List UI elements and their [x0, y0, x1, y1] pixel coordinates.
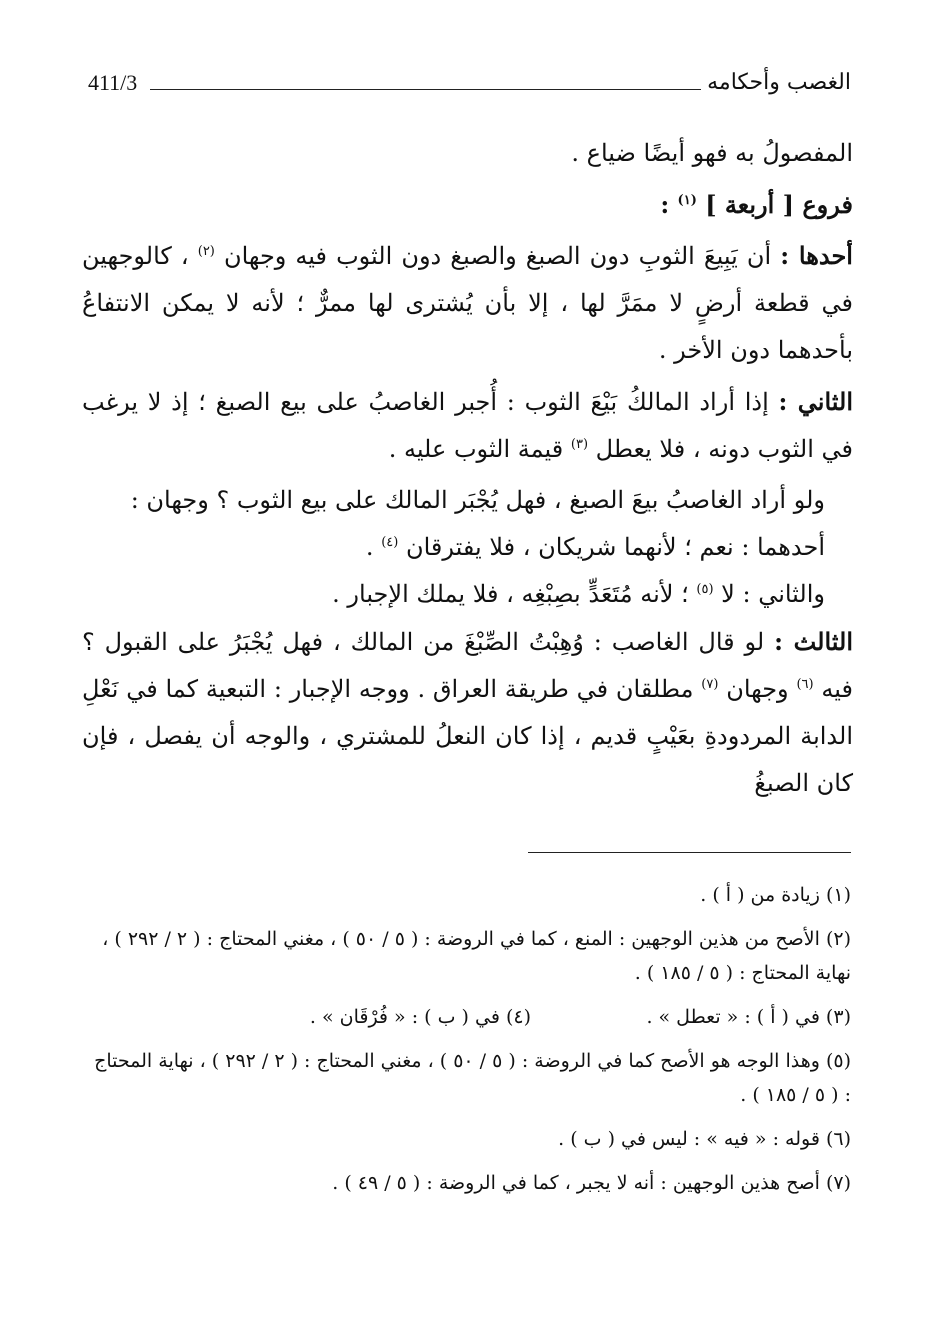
second-text-a: إذا أراد المالكُ بَيْعَ الثوب : أُجبر الغاصبُ على بيع الصبغ ؛ إذ لا يرغب في الثوب دونه ، فلا يعطل	[82, 388, 853, 463]
footnote-1: (١) زيادة من ( أ ) .	[700, 884, 851, 906]
third-lead: الثالث :	[774, 627, 853, 656]
footnote-5: (٥) وهذا الوجه هو الأصح كما في الروضة : ( ٥ / ٥٠ ) ، مغني المحتاج : ( ٢ / ٢٩٢ ) ، نهاية المحتاج : ( ٥ / ١٨٥ ) .	[94, 1050, 851, 1106]
footnote-ref-3: (٣)	[570, 437, 589, 452]
footnote-ref-4: (٤)	[381, 535, 399, 550]
paragraph-intro: المفصولُ به فهو أيضًا ضياع .	[571, 139, 853, 167]
first-text-a: أن يَبِيعَ الثوبِ دون الصبغ والصبغ دون الثوب فيه وجهان	[223, 242, 772, 270]
second-view-text-b: ؛ لأنه مُتَعَدٍّ بصِبْغِه ، فلا يملك الإجبار .	[332, 580, 689, 608]
footnote-4: (٤) في ( ب ) : « فُرْقَان » .	[309, 1006, 531, 1028]
second-lead: الثاني :	[778, 387, 853, 416]
paragraph-third	[82, 618, 853, 807]
footnote-ref-7: (٧)	[701, 677, 719, 692]
section-heading	[82, 181, 853, 228]
footnote-2: (٢) الأصح من هذين الوجهين : المنع ، كما في الروضة : ( ٥ / ٥٠ ) ، مغني المحتاج : ( ٢ / ٢٩٢ ) ، نهاية المحتاج : ( ٥ / ١٨٥ ) .	[102, 928, 851, 984]
paragraph-first	[82, 232, 853, 374]
footnote-ref-2: (٢)	[197, 244, 215, 259]
paragraph-first-view	[82, 524, 853, 571]
paragraph-second-view	[82, 571, 853, 618]
footnote-ref-1: (١)	[677, 193, 697, 208]
third-text-a: لو قال الغاصب : وُهِبْتُ الصِّبْغَ من المالك ، فهل يُجْبَرُ على القبول ؟ فيه	[82, 628, 853, 703]
second-view-text-a: والثاني : لا	[721, 580, 825, 608]
chapter-title: الغصب وأحكامه	[707, 70, 851, 95]
main-text	[82, 130, 853, 807]
paragraph-if-usurper: ولو أراد الغاصبُ بيعَ الصبغ ، فهل يُجْبَر المالك على بيع الثوب ؟ وجهان :	[130, 486, 825, 514]
footnote-row-3-4	[84, 1000, 851, 1034]
page-number: 411/3	[88, 70, 138, 95]
section-heading-colon: :	[660, 190, 670, 219]
footnote-ref-5: (٥)	[696, 582, 714, 597]
first-view-text: أحدهما : نعم ؛ لأنهما شريكان ، فلا يفترقان	[405, 533, 825, 561]
footnote-ref-6: (٦)	[796, 677, 814, 692]
running-header	[88, 70, 851, 106]
paragraph-second	[82, 378, 853, 473]
footnote-7: (٧) أصح هذين الوجهين : أنه لا يجبر ، كما في الروضة : ( ٥ / ٤٩ ) .	[332, 1172, 851, 1194]
first-view-end: .	[365, 533, 374, 561]
footnote-6: (٦) قوله : « فيه » : ليس في ( ب ) .	[558, 1128, 851, 1150]
header-rule	[150, 89, 701, 90]
footnote-3: (٣) في ( أ ) : « تعطل » .	[646, 1006, 851, 1028]
section-heading-text: فروع [ أربعة ]	[705, 190, 853, 219]
third-text-b: وجهان	[726, 675, 789, 703]
third-text-c: مطلقان في طريقة العراق . ووجه الإجبار : التبعية كما في نَعْلِ الدابة المردودةِ بعَيْبٍ قديم ، إذا كان النعلُ للمشتري ، والوجه أن يفصل ، فإن كان الصبغُ	[82, 675, 853, 797]
first-text-b: ، كالوجهين في قطعة أرضٍ لا ممَرَّ لها ، إلا بأن يُشترى لها ممرٌّ ؛ لأنه لا يمكن الانتفاعُ بأحدهما دون الأخر .	[82, 242, 853, 364]
footnotes	[84, 878, 851, 1200]
first-lead: أحدها :	[780, 241, 853, 270]
second-text-b: قيمة الثوب عليه .	[388, 435, 564, 463]
footnote-separator	[528, 852, 851, 853]
